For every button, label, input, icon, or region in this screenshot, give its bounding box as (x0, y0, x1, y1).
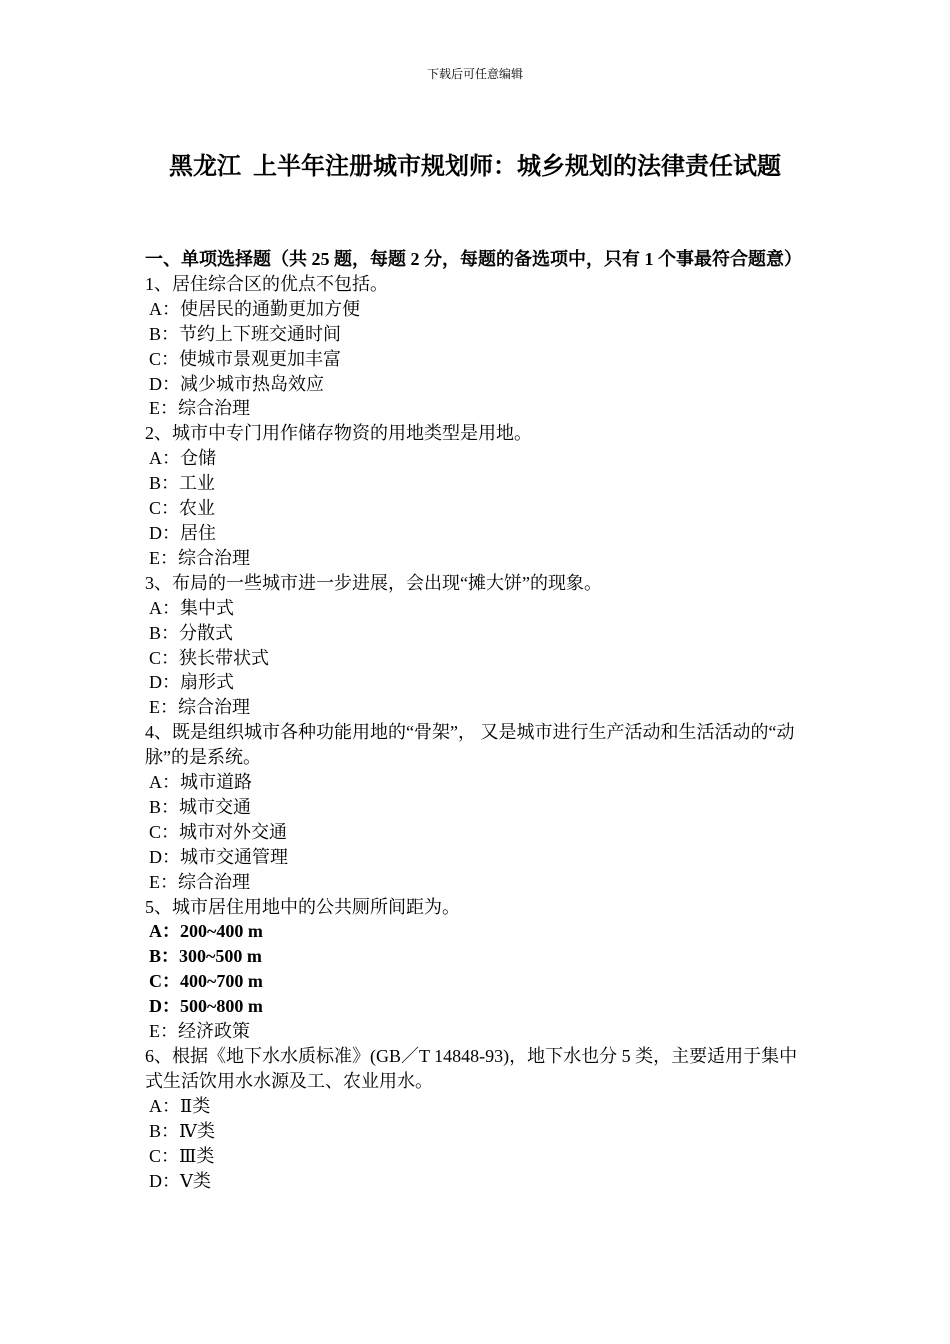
question-4 (145, 720, 810, 894)
option-c: C：狭长带状式 (149, 647, 270, 668)
option-e: E：综合治理 (149, 697, 250, 718)
option-c: C：城市对外交通 (149, 821, 288, 842)
option-b: B：分散式 (149, 622, 234, 643)
option-c: C：400~700 m (149, 971, 263, 992)
option-c: C：Ⅲ类 (149, 1145, 215, 1166)
question-6 (145, 1044, 810, 1193)
option-b: B：城市交通 (149, 796, 252, 817)
option-c: C：使城市景观更加丰富 (149, 348, 342, 369)
section-heading: 一、单项选择题（共 25 题，每题 2 分，每题的备选项中，只有 1 个事最符合题意） (145, 249, 802, 269)
question-stem: 4、既是组织城市各种功能用地的“骨架”， 又是城市进行生产活动和生活活动的“动脉”的是系统。 (145, 722, 795, 768)
option-a: A：200~400 m (149, 921, 263, 942)
document-title: 黑龙江 上半年注册城市规划师：城乡规划的法律责任试题 (169, 154, 781, 180)
document-body (145, 247, 810, 1193)
option-d: D：城市交通管理 (149, 846, 288, 867)
option-a: A：Ⅱ类 (149, 1095, 211, 1116)
option-a: A：集中式 (149, 597, 234, 618)
option-a: A：使居民的通勤更加方便 (149, 298, 360, 319)
option-a: A：仓储 (149, 448, 216, 469)
option-e: E：综合治理 (149, 547, 250, 568)
question-1 (145, 272, 810, 421)
option-a: A：城市道路 (149, 772, 252, 793)
option-b: B：Ⅳ类 (149, 1120, 215, 1141)
question-stem: 6、根据《地下水水质标准》(GB／T 14848-93)，地下水也分 5 类，主要适用于集中式生活饮用水水源及工、农业用水。 (145, 1046, 798, 1091)
option-e: E：综合治理 (149, 871, 250, 892)
option-d: D：居住 (149, 522, 216, 543)
question-stem: 5、城市居住用地中的公共厕所间距为。 (145, 896, 460, 917)
question-stem: 3、布局的一些城市进一步进展，会出现“摊大饼”的现象。 (145, 572, 602, 593)
question-2 (145, 421, 810, 570)
option-d: D：Ⅴ类 (149, 1170, 211, 1191)
question-3 (145, 571, 810, 720)
option-b: B：300~500 m (149, 946, 262, 967)
question-5 (145, 895, 810, 1044)
option-e: E：经济政策 (149, 1021, 250, 1042)
option-d: D：减少城市热岛效应 (149, 373, 324, 394)
option-b: B：节约上下班交通时间 (149, 323, 342, 344)
header-note: 下载后可任意编辑 (426, 67, 523, 81)
question-stem: 2、城市中专门用作储存物资的用地类型是用地。 (145, 423, 532, 444)
option-e: E：综合治理 (149, 398, 250, 419)
question-stem: 1、居住综合区的优点不包括。 (145, 273, 388, 294)
option-c: C：农业 (149, 498, 216, 519)
option-b: B：工业 (149, 473, 216, 494)
option-d: D：扇形式 (149, 672, 234, 693)
option-d: D：500~800 m (149, 996, 263, 1017)
